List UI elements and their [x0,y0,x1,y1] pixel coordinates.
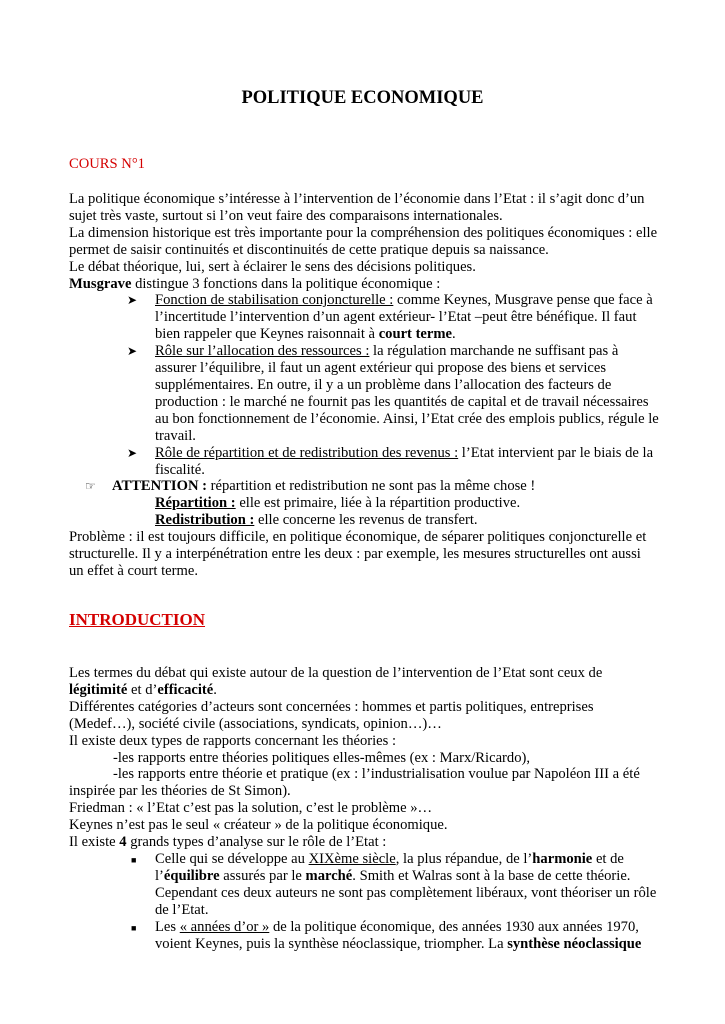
analysis-text: Celle qui se développe au [155,850,309,867]
analysis-text: . Smith et Walras sont à la base de cette théorie. Cependant ces deux auteurs ne sont pas complètement libéraux, vont théoriser un rôle de l’Etat. [155,867,657,918]
function-head: Fonction de stabilisation conjoncturelle : [155,292,394,309]
analysis-text: Les [155,918,180,935]
attention-text: répartition et redistribution ne sont pas la même chose ! [207,478,536,495]
intro-line-rapport-2-cont: inspirée par les théories de St Simon). [69,783,291,800]
arrow-bullet-icon: ➤ [127,293,138,308]
paragraph-debate: Le débat théorique, lui, sert à éclairer le sens des décisions politiques. [69,258,476,275]
function-text: l’Etat intervient par le biais de la fiscalité. [155,444,654,478]
analyses-list [69,851,659,952]
intro-line-friedman: Friedman : « l’Etat c’est pas la solution, c’est le problème »… [69,800,433,817]
analysis-text: , la plus répandue, de l’ [395,850,533,867]
redistribution-label: Redistribution : [155,512,255,529]
analysis-bold: synthèse néoclassique [507,935,642,952]
redistribution-line [69,512,659,529]
paragraph-history: La dimension historique est très importante pour la compréhension des politiques économiques : elle permet de saisir continuités et discontinuités de cette pratique depuis sa naissance. [69,224,658,258]
analysis-text: de la politique économique, des années 1930 aux années 1970, voient Keynes, puis la synthèse néoclassique, triompher. La [155,918,639,952]
musgrave-text: distingue 3 fonctions dans la politique économique : [131,275,441,292]
repartition-line [69,495,659,512]
list-item [69,851,659,919]
intro-line-analyses [69,834,659,851]
course-body [69,191,659,580]
legitimite-term: légitimité [69,681,128,698]
function-text: la régulation marchande ne suffisant pas à assurer l’équilibre, il faut un agent extérieur qui propose des biens et services supplémentaires. En outre, il y a un problème dans l’allocation des facteurs de production : le marché ne fournit pas les quantités de capital et de travail nécessaires au bon fonctionnement de l’économie. Ainsi, l’Etat crée des emplois publics, régule le travail. [155,343,659,444]
introduction-body [69,665,659,952]
intro-line-acteurs: Différentes catégories d’acteurs sont concernées : hommes et partis politiques, entreprises (Medef…), société civile (associations, syndicats, opinion…)… [69,698,594,732]
analysis-underlined: « années d’or » [179,918,270,935]
analysis-text: assurés par le [219,867,306,884]
arrow-bullet-icon: ➤ [127,344,138,359]
analysis-bold: harmonie [532,850,593,867]
redistribution-text: elle concerne les revenus de transfert. [254,512,478,529]
analysis-bold: marché [305,867,353,884]
function-tail: . [452,326,456,343]
count-four: 4 [119,834,127,851]
arrow-bullet-icon: ➤ [127,445,138,460]
intro-text: et d’ [127,681,158,698]
intro-line-keynes: Keynes n’est pas le seul « créateur » de la politique économique. [69,817,448,834]
musgrave-name: Musgrave [69,275,132,292]
list-item [69,292,659,343]
attention-label: ATTENTION : [112,478,208,495]
function-head: Rôle sur l’allocation des ressources : [155,343,370,360]
analysis-underlined: XIXème siècle [308,850,396,867]
pointing-hand-icon: ☞ [85,479,96,494]
paragraph-intro: La politique économique s’intéresse à l’intervention de l’économie dans l’Etat : il s’agit donc d’un sujet très vaste, surtout si l’on veut faire des comparaisons internationales. [69,191,645,224]
course-label: COURS N°1 [69,156,145,172]
function-bold: court terme [378,326,453,343]
function-text: comme Keynes, Musgrave pense que face à l’incertitude l’intervention d’un agent extérieur- l’Etat –peut être bénéfique. Il faut bien rappeler que Keynes raisonnait à [155,292,653,343]
analysis-text: et de l’ [155,850,624,884]
intro-text: . [213,681,217,698]
page-title: POLITIQUE ECONOMIQUE [241,88,484,108]
attention-note [69,478,659,495]
efficacite-term: efficacité [157,681,214,698]
list-item [69,919,659,953]
intro-line-rapports: Il existe deux types de rapports concernant les théories : [69,732,397,749]
intro-text: Il existe [69,834,120,851]
square-bullet-icon: ■ [131,854,137,865]
function-head: Rôle de répartition et de redistribution des revenus : [155,444,459,461]
repartition-text: elle est primaire, liée à la répartition productive. [235,495,521,512]
intro-text: Les termes du débat qui existe autour de la question de l’intervention de l’Etat sont ceux de [69,665,603,681]
intro-line-rapport-2: -les rapports entre théorie et pratique (ex : l’industrialisation voulue par Napoléon III a été [113,766,640,783]
repartition-label: Répartition : [155,495,236,512]
intro-text: grands types d’analyse sur le rôle de l’Etat : [126,834,387,851]
analysis-bold: équilibre [163,867,220,884]
square-bullet-icon: ■ [131,922,137,933]
intro-line-terms [69,665,659,699]
introduction-heading: INTRODUCTION [69,610,206,629]
paragraph-musgrave [69,276,659,293]
intro-line-rapport-1: -les rapports entre théories politiques elles-mêmes (ex : Marx/Ricardo), [113,749,531,766]
paragraph-probleme: Problème : il est toujours difficile, en politique économique, de séparer politiques conjoncturelle et structurelle. Il y a interpénétration entre les deux : par exemple, les mesures structurelles ont aussi un effet à court terme. [69,529,647,579]
list-item [69,445,659,479]
functions-list [69,292,659,478]
list-item [69,343,659,444]
